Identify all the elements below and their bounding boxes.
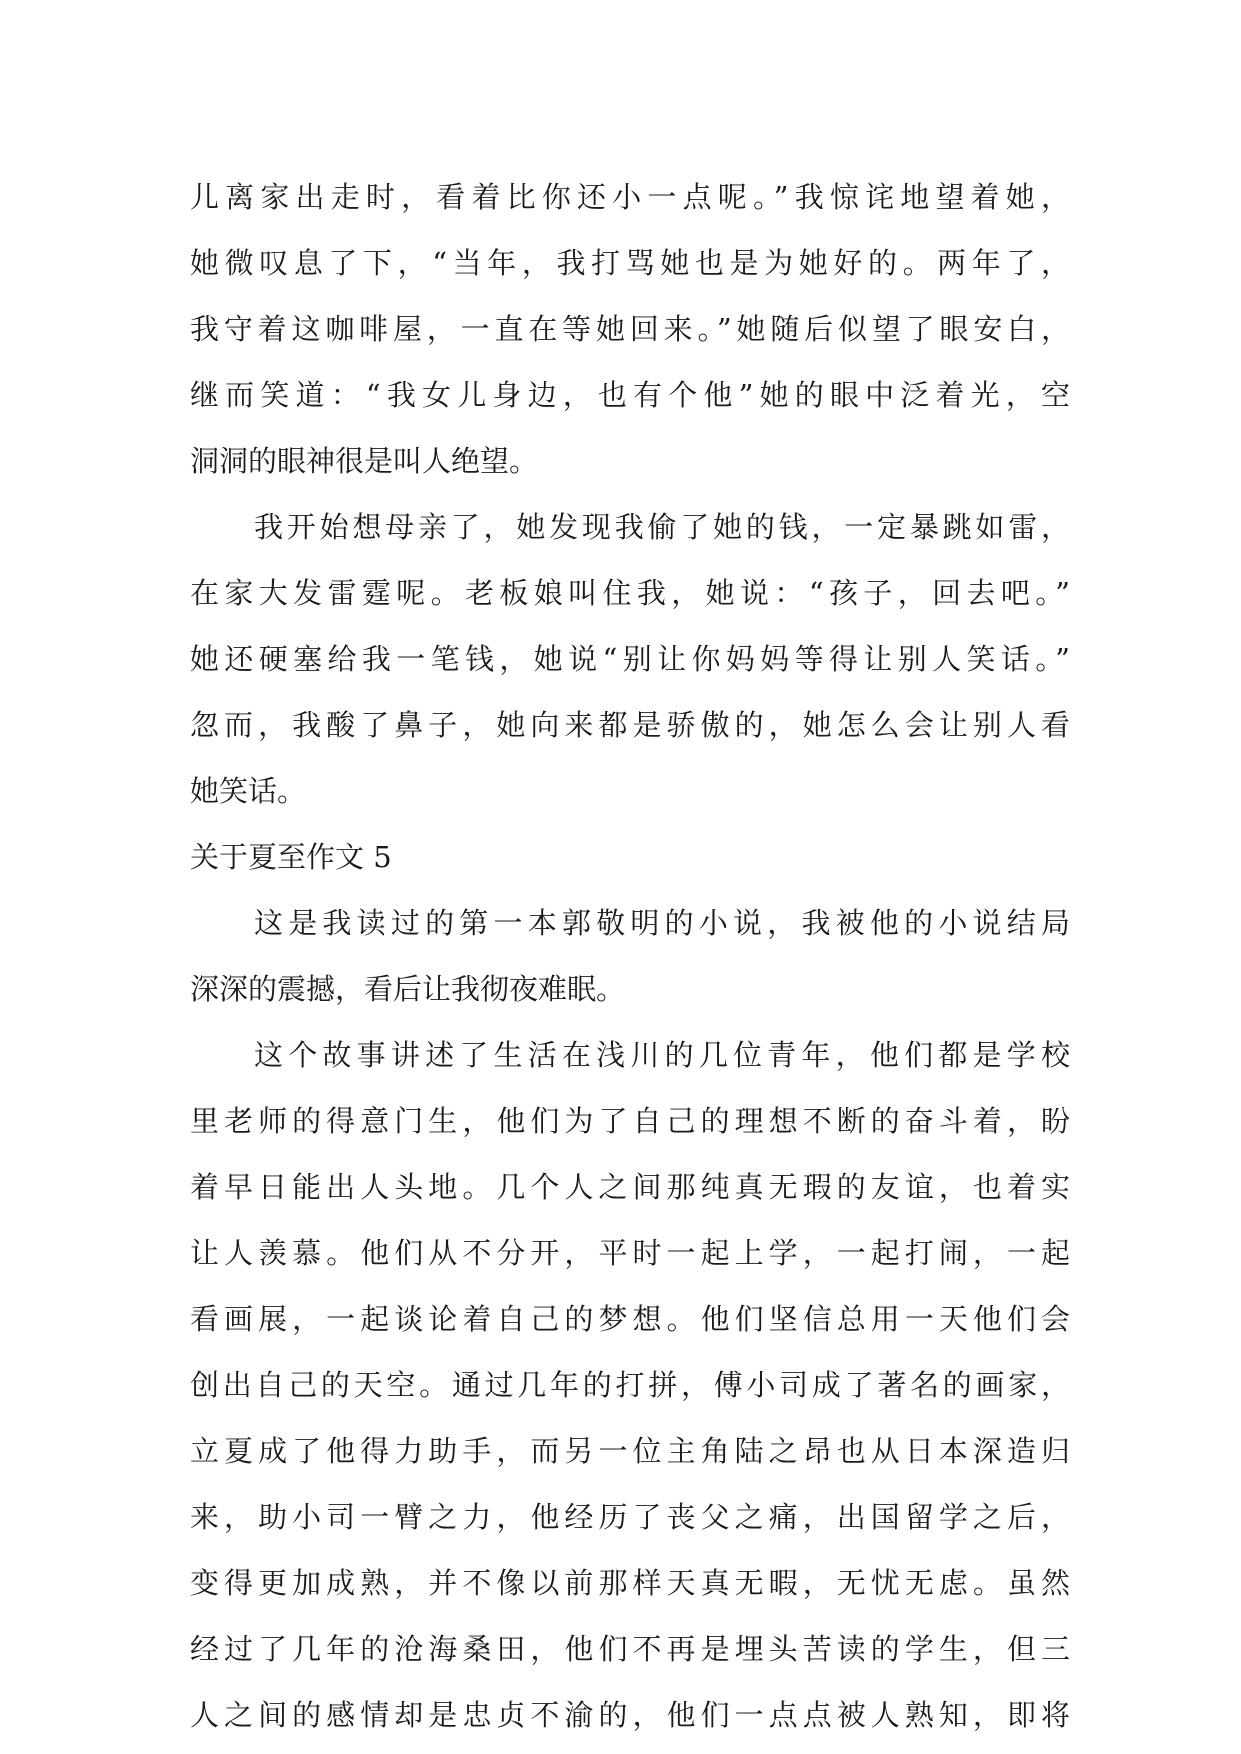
text-line: 她笑话。 [190,774,307,808]
text-line: 看画展，一起谈论着自己的梦想。他们坚信总用一天他们会 [190,1302,1070,1336]
text-line: 在家大发雷霆呢。老板娘叫住我，她说：“孩子，回去吧。” [190,576,1070,610]
text-line: 儿离家出走时，看着比你还小一点呢。”我惊诧地望着她， [190,180,1070,214]
text-line: 这是我读过的第一本郭敬明的小说，我被他的小说结局 [254,906,1070,940]
text-line: 立夏成了他得力助手，而另一位主角陆之昂也从日本深造归 [190,1434,1070,1468]
text-line: 来，助小司一臂之力，他经历了丧父之痛，出国留学之后， [190,1500,1070,1534]
text-line: 她微叹息了下，“当年，我打骂她也是为她好的。两年了， [190,246,1070,280]
text-line: 深深的震撼，看后让我彻夜难眠。 [190,972,626,1006]
text-line: 着早日能出人头地。几个人之间那纯真无瑕的友谊，也着实 [190,1170,1070,1204]
text-line: 我开始想母亲了，她发现我偷了她的钱，一定暴跳如雷， [254,510,1070,544]
text-line: 让人羡慕。他们从不分开，平时一起上学，一起打闹，一起 [190,1236,1070,1270]
text-line: 我守着这咖啡屋，一直在等她回来。”她随后似望了眼安白， [190,312,1070,346]
section-heading: 关于夏至作文 5 [190,840,392,874]
text-line: 创出自己的天空。通过几年的打拼，傅小司成了著名的画家， [190,1368,1070,1402]
text-line: 人之间的感情却是忠贞不渝的，他们一点点被人熟知，即将 [190,1698,1070,1732]
text-line: 里老师的得意门生，他们为了自己的理想不断的奋斗着，盼 [190,1104,1070,1138]
text-line: 经过了几年的沧海桑田，他们不再是埋头苦读的学生，但三 [190,1632,1070,1666]
text-line: 变得更加成熟，并不像以前那样天真无暇，无忧无虑。虽然 [190,1566,1070,1600]
text-line: 继而笑道：“我女儿身边，也有个他”她的眼中泛着光，空 [190,378,1070,412]
text-line: 忽而，我酸了鼻子，她向来都是骄傲的，她怎么会让别人看 [190,708,1070,742]
document-body [190,164,1070,1748]
text-line: 这个故事讲述了生活在浅川的几位青年，他们都是学校 [254,1038,1070,1072]
text-line: 她还硬塞给我一笔钱，她说“别让你妈妈等得让别人笑话。” [190,642,1070,676]
text-line: 洞洞的眼神很是叫人绝望。 [190,444,539,478]
